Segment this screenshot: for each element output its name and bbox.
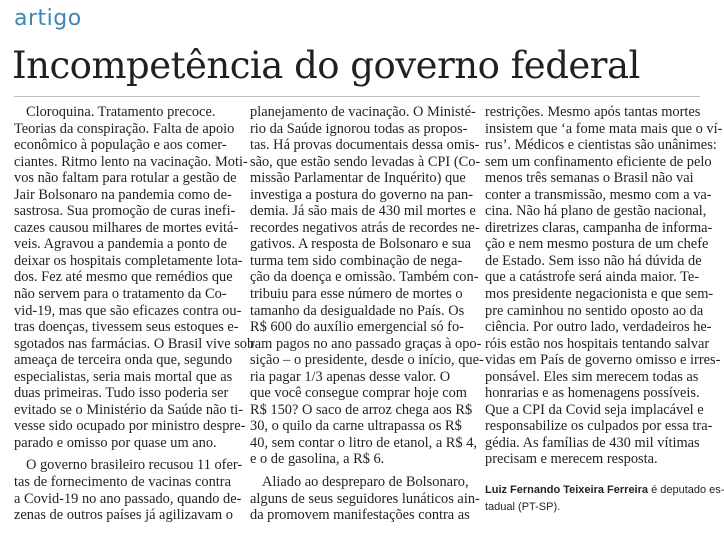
article-line: tas. Há provas documentais dessa omis- xyxy=(250,137,480,154)
byline-line-1 xyxy=(485,482,724,499)
article-line: veis. Agravou a pandemia a ponto de xyxy=(14,236,227,253)
article-line: e o de gasolina, a R$ 6. xyxy=(250,451,385,468)
article-line: vos não faltam para rotular a gestão de xyxy=(14,170,237,187)
article-line: rio da Saúde ignorou todas as propos- xyxy=(250,120,468,137)
article-line: conter a transmissão, mesmo com a va- xyxy=(485,186,712,203)
article-line: Aliado ao despreparo de Bolsonaro, xyxy=(262,474,469,491)
article-line: cazes causou milhares de mortes evitá- xyxy=(14,219,239,236)
article-line: ciantes. Ritmo lento na vacinação. Moti- xyxy=(14,153,248,170)
article-line: ria pagar 1/3 apenas desse valor. O xyxy=(250,368,451,385)
article-line: honrarias e as homenagens possíveis. xyxy=(485,385,700,402)
byline-line-2 xyxy=(485,499,699,516)
article-line: duas primeiras. Tudo isso poderia ser xyxy=(14,385,229,402)
article-line: restrições. Mesmo após tantas mortes xyxy=(485,104,701,120)
article-line: gédia. As famílias de 430 mil vítimas xyxy=(485,434,700,451)
author-role-2: tadual (PT-SP). xyxy=(485,501,561,514)
article-line: R$ 150? O saco de arroz chega aos R$ xyxy=(250,401,473,418)
article-line: econômico à população e aos comer- xyxy=(14,137,227,154)
article-line: precisam e merecem resposta. xyxy=(485,451,658,468)
article-line: vid-19, mas que são eficazes contra ou- xyxy=(14,302,242,319)
article-line: Que a CPI da Covid seja implacável e xyxy=(485,401,704,418)
article-line: que a catástrofe será ainda maior. Te- xyxy=(485,269,700,286)
section-label: artigo xyxy=(14,6,82,31)
article-line: ram pagos no ano passado graças à opo- xyxy=(250,335,482,352)
article-line: R$ 600 do auxílio emergencial só fo- xyxy=(250,319,464,336)
article-line: sição – o presidente, desde o início, que- xyxy=(250,352,484,369)
article-line: ção e nem mesmo postura de um chefe xyxy=(485,236,709,253)
article-line: de Estado. Sem isso não há dúvida de xyxy=(485,252,702,269)
article-line: tamanho da desigualdade no País. Os xyxy=(250,302,465,319)
article-line: tras doenças, tivessem seus estoques e- xyxy=(14,319,239,336)
article-line: turma tem sido combinação de nega- xyxy=(250,252,463,269)
article-line: menos três semanas o Brasil não vai xyxy=(485,170,694,187)
article-line: zenas de outros países já agilizavam o xyxy=(14,507,233,524)
headline: Incompetência do governo federal xyxy=(12,44,640,87)
article-line: ciência. Por outro lado, verdadeiros he- xyxy=(485,319,712,336)
article-line: ameaça de terceira onda que, segundo xyxy=(14,352,233,369)
article-line: evitado se o Ministério da Saúde não ti- xyxy=(14,401,243,418)
text-column-2 xyxy=(250,104,484,524)
article-line: ponsável. Eles sim merecem todas as xyxy=(485,368,699,385)
article-line: róis estão nos hospitais tentando salvar xyxy=(485,335,710,352)
article-line: demia. Já são mais de 430 mil mortes e xyxy=(250,203,476,220)
article-line: não servem para o tratamento da Co- xyxy=(14,286,227,303)
article-line: deixar os hospitais completamente lota- xyxy=(14,252,243,269)
article-line: planejamento de vacinação. O Ministé- xyxy=(250,104,476,120)
article-line: vesse sido ocupado por ministro despre- xyxy=(14,418,246,435)
article-line: sgotados nas farmácias. O Brasil vive sob xyxy=(14,335,255,352)
article-line: parado e omisso por quase um ano. xyxy=(14,434,217,451)
article-line: vidas em País de governo omisso e irres- xyxy=(485,352,721,369)
article-line: investiga a postura do governo na pan- xyxy=(250,186,473,203)
article-line: a Covid-19 no ano passado, quando de- xyxy=(14,490,242,507)
article-line: cina. Não há plano de gestão nacional, xyxy=(485,203,707,220)
article-line: diretrizes claras, campanha de informa- xyxy=(485,219,713,236)
article-line: pre caminhou no sentido oposto ao da xyxy=(485,302,704,319)
article-line: rus’. Médicos e cientistas são unânimes: xyxy=(485,137,717,154)
article-line: sem um confinamento eficiente de pelo xyxy=(485,153,712,170)
article-line: sastrosa. Sua promoção de curas inefi- xyxy=(14,203,236,220)
article-line: tribuiu para esse número de mortes o xyxy=(250,286,463,303)
article-line: são, que estão sendo levadas à CPI (Co- xyxy=(250,153,481,170)
article-line: alguns de seus seguidores lunáticos ain- xyxy=(250,490,480,507)
article-line: recordes negativos atrás de recordes ne- xyxy=(250,219,480,236)
article-line: 30, o quilo da carne ultrapassa os R$ xyxy=(250,418,462,435)
article-line: gativos. A resposta de Bolsonaro e sua xyxy=(250,236,472,253)
article-line: Cloroquina. Tratamento precoce. xyxy=(26,104,216,120)
article-line: especialistas, seria mais mortal que as xyxy=(14,368,233,385)
article-line: dos. Fez até mesmo que remédios que xyxy=(14,269,233,286)
article-line: responsabilize os culpados por essa tra- xyxy=(485,418,713,435)
article-line: tas de fornecimento de vacinas contra xyxy=(14,474,231,491)
text-column-1 xyxy=(14,104,255,524)
byline xyxy=(485,482,724,516)
author-role-1: é deputado es- xyxy=(648,484,724,497)
article-line: missão Parlamentar de Inquérito) que xyxy=(250,170,466,187)
article-line: que você consegue comprar hoje com xyxy=(250,385,467,402)
article-line: 40, sem contar o litro de etanol, a R$ 4, xyxy=(250,434,477,451)
article-line: ção da doença e omissão. Também con- xyxy=(250,269,479,286)
text-column-3 xyxy=(485,104,724,516)
article-line: insistem que ‘a fome mata mais que o ví- xyxy=(485,120,723,137)
article-line: Jair Bolsonaro na pandemia como de- xyxy=(14,186,232,203)
author-name: Luiz Fernando Teixeira Ferreira xyxy=(485,484,649,497)
article-line: Teorias da conspiração. Falta de apoio xyxy=(14,120,235,137)
article-line: mos presidente negacionista e que sem- xyxy=(485,286,714,303)
article-line: O governo brasileiro recusou 11 ofer- xyxy=(26,457,243,474)
headline-rule xyxy=(14,96,700,97)
article-line: da promovem manifestações contra as xyxy=(250,507,470,524)
